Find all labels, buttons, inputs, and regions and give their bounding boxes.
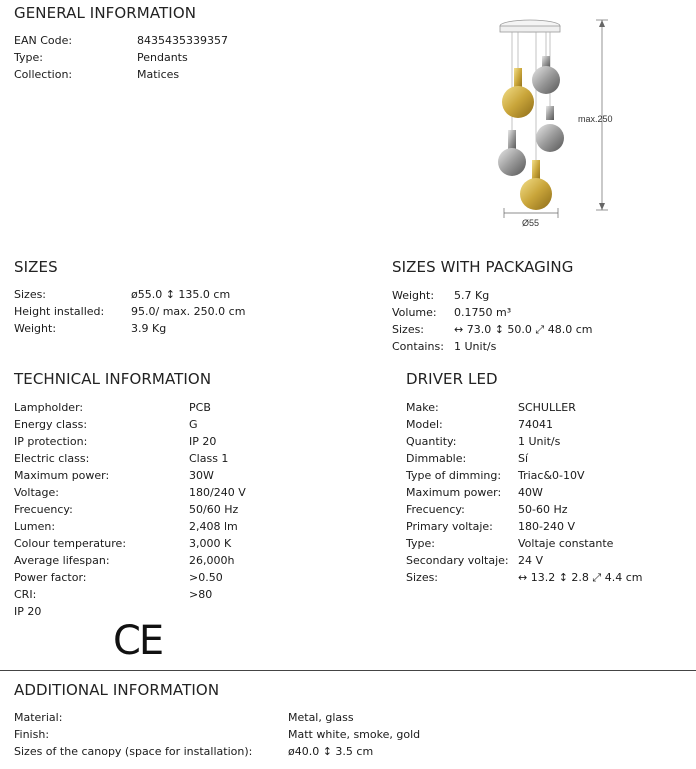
label: EAN Code: (14, 34, 73, 47)
value: 0.1750 m³ (454, 306, 512, 319)
value: ↔ 73.0 ↕ 50.0 ⤢ 48.0 cm (454, 323, 593, 336)
value: PCB (189, 401, 211, 414)
value: Metal, glass (288, 711, 354, 724)
lamp-globe (532, 66, 560, 94)
value: Pendants (137, 51, 188, 64)
label: Make: (406, 401, 439, 414)
label: Collection: (14, 68, 73, 81)
label: Sizes: (14, 288, 47, 301)
label: Material: (14, 711, 63, 724)
value: 26,000h (189, 554, 235, 567)
label: Secondary voltaje: (406, 554, 509, 567)
value: Class 1 (189, 452, 229, 465)
label: Weight: (392, 289, 435, 302)
label: Voltage: (14, 486, 59, 499)
value: 30W (189, 469, 214, 482)
ce-mark: CE (113, 618, 163, 664)
label: CRI: (14, 588, 37, 601)
label: Quantity: (406, 435, 457, 448)
label: Colour temperature: (14, 537, 127, 550)
lamp-stem (508, 130, 516, 150)
value: 3.9 Kg (131, 322, 167, 335)
value: IP 20 (189, 435, 217, 448)
label: Sizes of the canopy (space for installation): (14, 745, 253, 758)
value: Sí (518, 452, 529, 465)
label: Volume: (392, 306, 437, 319)
additional-title: ADDITIONAL INFORMATION (14, 681, 220, 699)
value: 95.0/ max. 250.0 cm (131, 305, 246, 318)
packaging-title: SIZES WITH PACKAGING (392, 258, 574, 276)
value: 5.7 Kg (454, 289, 490, 302)
technical-list (14, 399, 354, 624)
sizes-title: SIZES (14, 258, 58, 276)
label: Dimmable: (406, 452, 467, 465)
value: 50-60 Hz (518, 503, 568, 516)
value: Matices (137, 68, 180, 81)
height-label: max.250 (578, 114, 613, 124)
lamp-globe (502, 86, 534, 118)
value: 24 V (518, 554, 544, 567)
label: Type: (406, 537, 435, 550)
value: 180/240 V (189, 486, 246, 499)
label: Average lifespan: (14, 554, 110, 567)
lamp-globe (498, 148, 526, 176)
value: >80 (189, 588, 213, 601)
value: >0.50 (189, 571, 223, 584)
label: Contains: (392, 340, 444, 353)
diameter-dimension (504, 208, 558, 218)
lamp-stem (546, 106, 554, 120)
value: 1 Unit/s (518, 435, 561, 448)
value: 2,408 lm (189, 520, 238, 533)
value: 50/60 Hz (189, 503, 239, 516)
lamp-globe (520, 178, 552, 210)
value: G (189, 418, 198, 431)
label: IP 20 (14, 605, 42, 618)
value: ø55.0 ↕ 135.0 cm (131, 288, 231, 301)
label: Maximum power: (14, 469, 110, 482)
technical-title: TECHNICAL INFORMATION (14, 370, 212, 388)
value: 3,000 K (189, 537, 232, 550)
label: Finish: (14, 728, 50, 741)
label: Energy class: (14, 418, 88, 431)
general-title: GENERAL INFORMATION (14, 4, 197, 22)
driver-title: DRIVER LED (406, 370, 498, 388)
label: Type of dimming: (406, 469, 502, 482)
lamp-globe (536, 124, 564, 152)
value: Matt white, smoke, gold (288, 728, 421, 741)
value: 8435435339357 (137, 34, 228, 47)
label: IP protection: (14, 435, 88, 448)
label: Primary voltaje: (406, 520, 493, 533)
product-drawing (490, 8, 630, 233)
label: Electric class: (14, 452, 90, 465)
label: Sizes: (406, 571, 439, 584)
value: Triac&0-10V (518, 469, 585, 482)
value: 180-240 V (518, 520, 575, 533)
value: ø40.0 ↕ 3.5 cm (288, 745, 374, 758)
label: Frecuency: (14, 503, 73, 516)
value: 74041 (518, 418, 553, 431)
label: Weight: (14, 322, 57, 335)
value: 40W (518, 486, 543, 499)
label: Lumen: (14, 520, 56, 533)
diameter-label: Ø55 (522, 218, 540, 228)
label: Height installed: (14, 305, 105, 318)
label: Frecuency: (406, 503, 465, 516)
value: ↔ 13.2 ↕ 2.8 ⤢ 4.4 cm (518, 571, 643, 584)
section-divider (0, 670, 696, 671)
label: Lampholder: (14, 401, 84, 414)
canopy-side (500, 26, 560, 32)
driver-list (406, 399, 686, 589)
label: Model: (406, 418, 443, 431)
label: Type: (14, 51, 43, 64)
label: Sizes: (392, 323, 425, 336)
label: Maximum power: (406, 486, 502, 499)
value: Voltaje constante (518, 537, 614, 550)
value: 1 Unit/s (454, 340, 497, 353)
value: SCHULLER (518, 401, 576, 414)
label: Power factor: (14, 571, 87, 584)
